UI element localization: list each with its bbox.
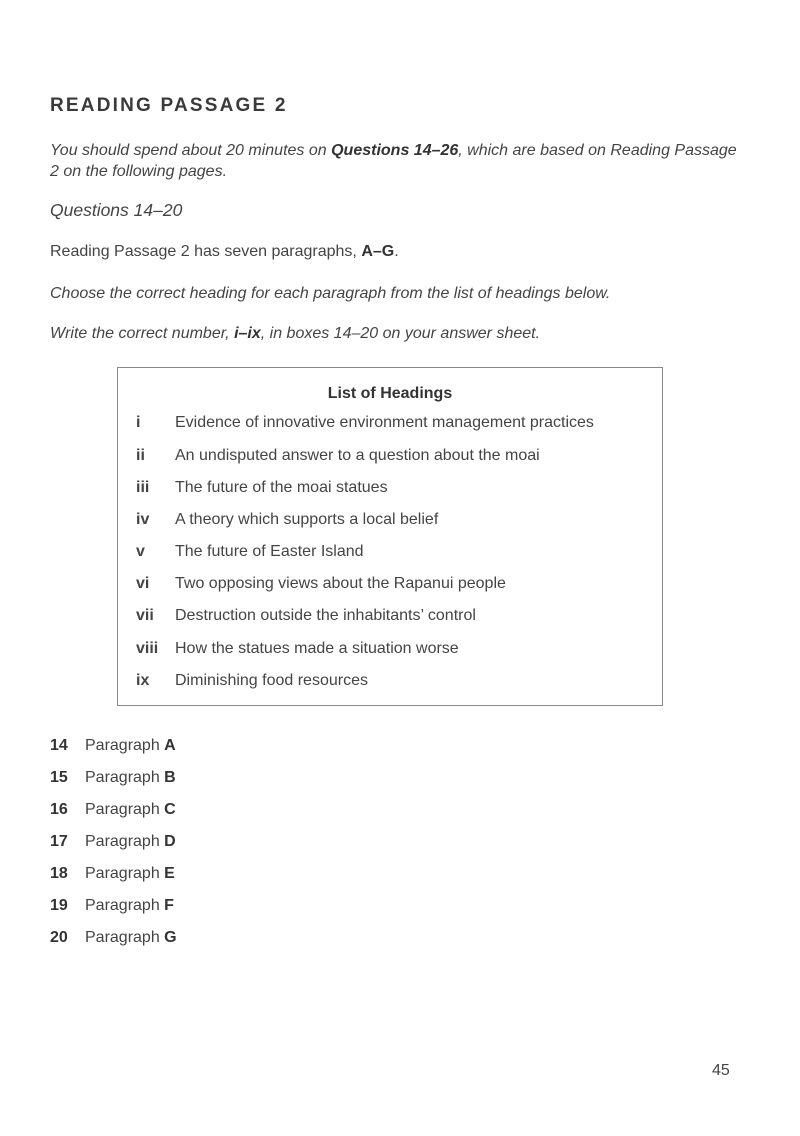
heading-numeral: i [136, 414, 141, 431]
paragraph-letter: D [164, 833, 176, 850]
instruction-paragraphs-range: A–G [361, 243, 395, 260]
question-paragraph-label [85, 865, 175, 883]
paragraph-letter: F [164, 897, 174, 914]
paragraph-letter: C [164, 801, 176, 818]
heading-numeral: iii [136, 479, 150, 496]
instruction-paragraphs-text: Reading Passage 2 has seven paragraphs, [50, 243, 362, 260]
page-title: READING PASSAGE 2 [50, 95, 288, 116]
heading-text: The future of Easter Island [175, 543, 364, 560]
intro-text-end: , which are based on Reading Passage 2 on the following pages. [50, 142, 737, 180]
paragraph-letter: E [164, 865, 175, 882]
paragraph-word: Paragraph [85, 769, 165, 786]
page-number: 45 [712, 1062, 730, 1079]
heading-text: The future of the moai statues [175, 479, 388, 496]
paragraph-letter: A [164, 737, 176, 754]
paragraph-word: Paragraph [85, 737, 165, 754]
heading-numeral: v [136, 543, 145, 560]
instruction-write [50, 325, 540, 343]
intro-text-start: You should spend about 20 minutes on [50, 142, 332, 159]
heading-text: Two opposing views about the Rapanui people [175, 575, 506, 592]
paragraph-letter: G [164, 929, 177, 946]
heading-numeral: ix [136, 672, 150, 689]
question-paragraph-label [85, 737, 176, 755]
question-paragraph-label [85, 769, 176, 787]
instruction-paragraphs [50, 243, 399, 261]
intro-questions-range: Questions 14–26 [331, 142, 459, 159]
question-paragraph-label [85, 929, 177, 947]
intro-instruction [50, 140, 750, 182]
heading-text: How the statues made a situation worse [175, 640, 459, 657]
instruction-write-start: Write the correct number, [50, 325, 235, 342]
heading-text: Diminishing food resources [175, 672, 368, 689]
paragraph-word: Paragraph [85, 801, 165, 818]
questions-range-heading: Questions 14–20 [50, 200, 183, 220]
paragraph-letter: B [164, 769, 176, 786]
question-paragraph-label [85, 801, 176, 819]
list-of-headings-title: List of Headings [327, 385, 453, 402]
heading-numeral: viii [136, 640, 159, 657]
heading-text: Evidence of innovative environment management practices [175, 414, 594, 431]
question-paragraph-label [85, 897, 174, 915]
heading-text: An undisputed answer to a question about the moai [175, 447, 540, 464]
heading-text: A theory which supports a local belief [175, 511, 439, 528]
instruction-write-range: i–ix [234, 325, 261, 342]
question-number: 18 [50, 865, 68, 882]
heading-text: Destruction outside the inhabitants’ control [175, 607, 476, 624]
question-number: 17 [50, 833, 68, 850]
question-number: 20 [50, 929, 68, 946]
question-number: 19 [50, 897, 68, 914]
paragraph-word: Paragraph [85, 929, 165, 946]
paragraph-word: Paragraph [85, 897, 165, 914]
paragraph-word: Paragraph [85, 833, 165, 850]
question-number: 14 [50, 737, 68, 754]
question-number: 16 [50, 801, 68, 818]
question-number: 15 [50, 769, 68, 786]
instruction-write-end: , in boxes 14–20 on your answer sheet. [260, 325, 541, 342]
instruction-choose: Choose the correct heading for each paragraph from the list of headings below. [50, 285, 611, 302]
heading-numeral: vii [136, 607, 154, 624]
heading-numeral: vi [136, 575, 150, 592]
paragraph-word: Paragraph [85, 865, 165, 882]
heading-numeral: iv [136, 511, 150, 528]
question-paragraph-label [85, 833, 176, 851]
heading-numeral: ii [136, 447, 145, 464]
instruction-paragraphs-end: . [394, 243, 399, 260]
list-of-headings-box [117, 367, 663, 706]
